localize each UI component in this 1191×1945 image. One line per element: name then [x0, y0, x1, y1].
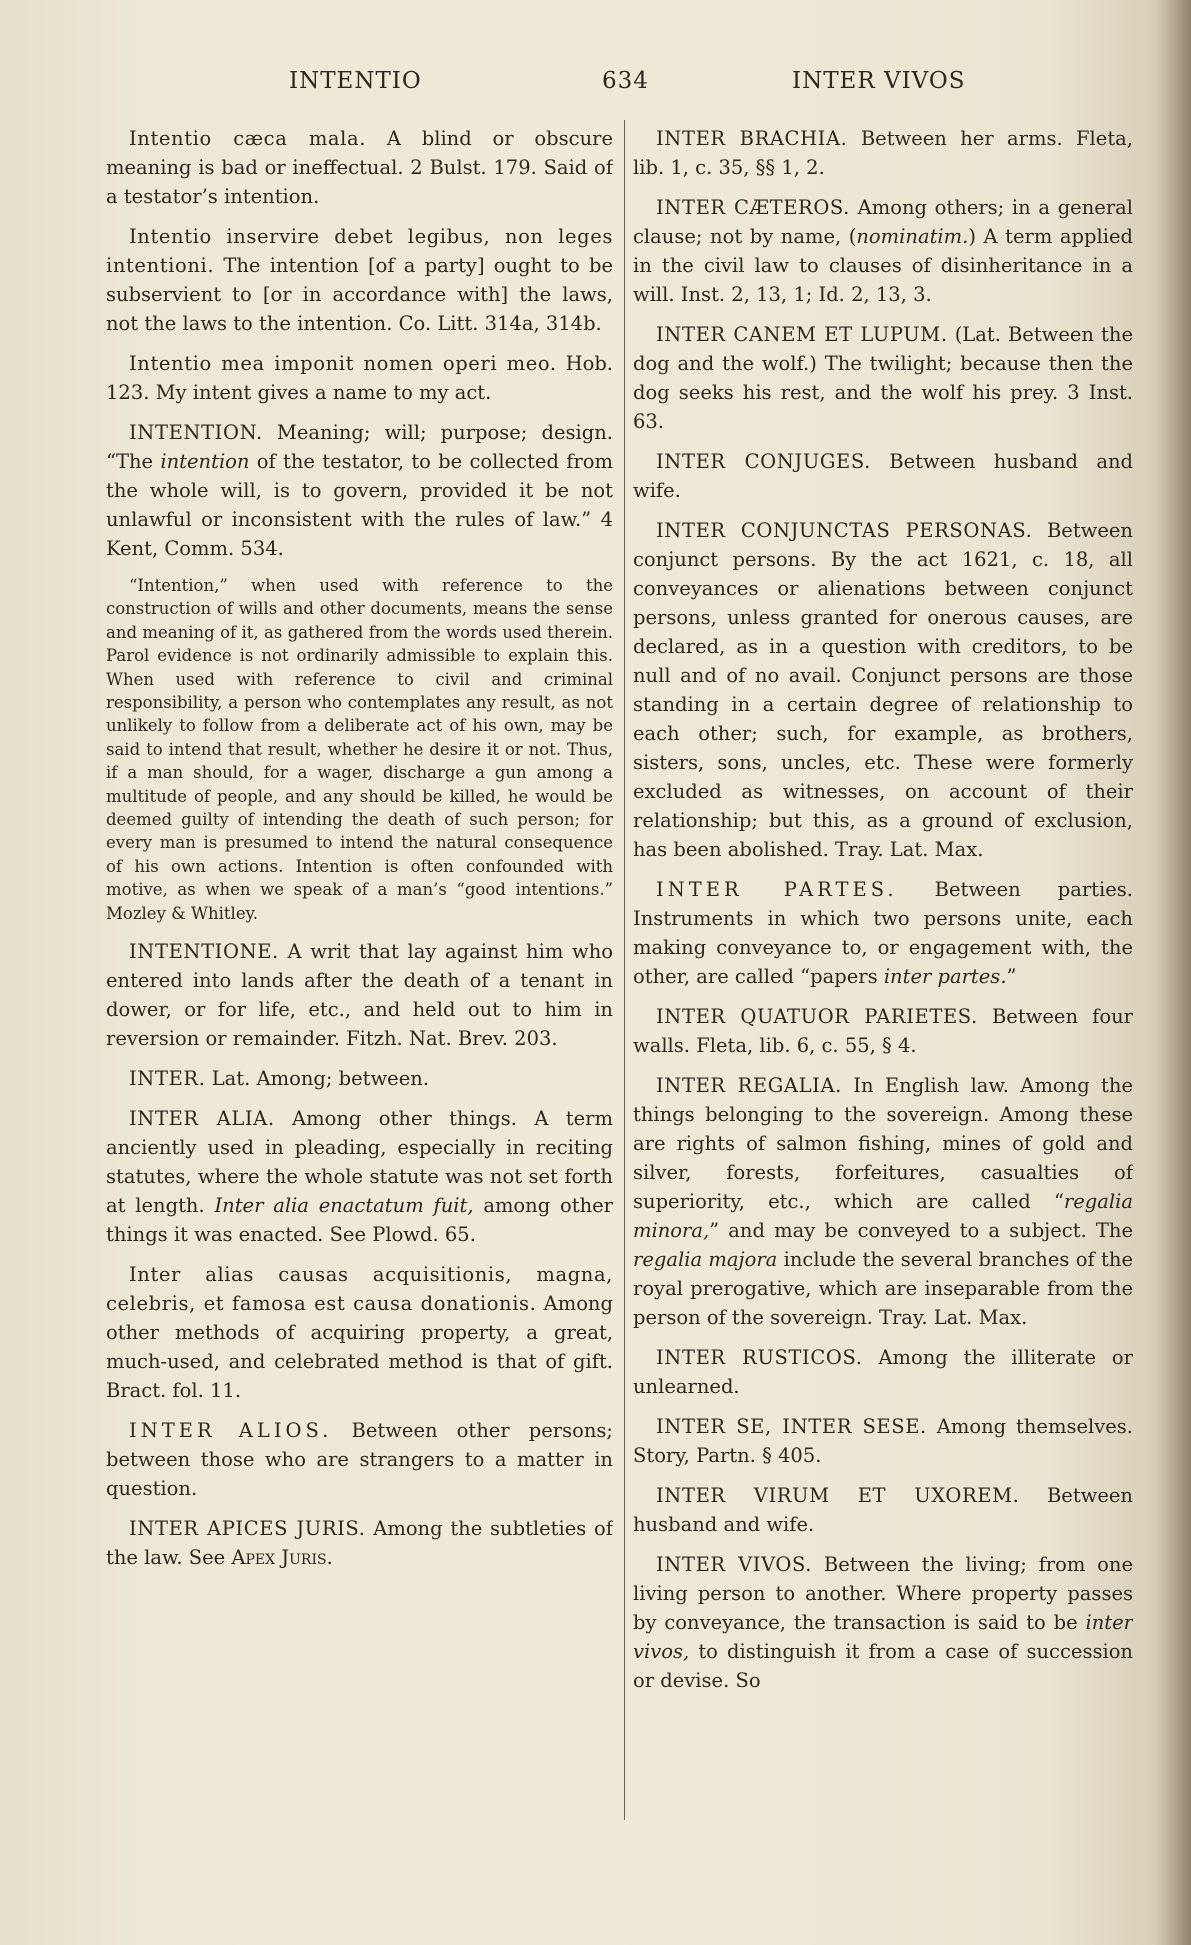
entry-definition: Among others; in a general clause; not by name, ( [633, 196, 1133, 248]
entry-inter-brachia [633, 124, 1133, 182]
entry-definition: of the testator, to be collected from the whole will, is to govern, provided it be not unlawful or inconsistent with the rules of law.” 4 Kent, Comm. 534. [106, 450, 613, 560]
entry-definition: A blind or obscure meaning is bad or ineffectual. 2 Bulst. 179. Said of a testator’s intention. [106, 127, 613, 208]
entry-headword: INTER CÆTEROS. [656, 196, 850, 219]
entry-definition: Between her arms. Fleta, lib. 1, c. 35, §§ 1, 2. [633, 127, 1133, 179]
entry-note-text: “Intention,” when used with reference to the construction of wills and other documents, means the sense and meaning of it, as gathered from the words used therein. Parol evidence is not ordinarily admissible to explain this. When used with reference to civil and criminal responsibility, a person who contemplates any result, as not unlikely to follow from a deliberate act of his own, may be said to intend that result, whether he desire it or not. Thus, if a man should, for a wager, discharge a gun among a multitude of people, and any should be killed, he would be deemed guilty of intending the death of such person; for every man is presumed to intend the natural consequence of his own actions. Intention is often confounded with motive, as when we speak of a man’s “good intentions.” Mozley & Whitley. [106, 576, 613, 923]
entry-headword: Intentio mea imponit nomen operi meo. [129, 352, 557, 375]
entry-definition: (Lat. Between the dog and the wolf.) The twilight; because then the dog seeks his rest, and the wolf his prey. 3 Inst. 63. [633, 323, 1133, 433]
entry-definition: Between parties. Instruments in which two persons unite, each making conveyance to, or engagement with, the other, are called “papers [633, 878, 1133, 988]
entry-inter-apices-juris [106, 1514, 613, 1572]
entry-definition: Between four walls. Fleta, lib. 6, c. 55, § 4. [633, 1005, 1133, 1057]
entry-intentio-inservire [106, 222, 613, 338]
entry-inter [106, 1064, 613, 1093]
entry-cross-reference: Apex Juris. [231, 1546, 333, 1570]
entry-definition: Among other things. A term anciently used in pleading, especially in reciting statutes, where the whole statute was not set forth at length. [106, 1107, 613, 1218]
entry-definition: In English law. Among the things belonging to the sovereign. Among these are rights of salmon fishing, mines of gold and silver, forests, forfeitures, casualties of superiority, etc., which are called “ [633, 1074, 1133, 1213]
entry-definition: Among themselves. Story, Partn. § 405. [633, 1415, 1133, 1467]
entry-inter-caeteros [633, 193, 1133, 309]
entry-definition: Between other persons; between those who are strangers to a matter in question. [106, 1419, 613, 1501]
entry-definition: Between husband and wife. [633, 450, 1133, 502]
entry-headword: INTER SE, INTER SESE. [656, 1415, 927, 1438]
entry-headword: INTER CANEM ET LUPUM. [656, 323, 948, 346]
entry-inter-conjuges [633, 447, 1133, 505]
entry-definition: ” and may be conveyed to a subject. The [709, 1219, 1133, 1242]
entry-inter-virum-et-uxorem [633, 1481, 1133, 1539]
entry-headword: INTER. [129, 1067, 206, 1091]
entry-definition: Hob. 123. My intent gives a name to my act. [106, 352, 613, 404]
entry-headword: INTER PARTES. [656, 878, 898, 901]
header-right-guide-word: INTER VIVOS [792, 68, 966, 94]
entry-definition: ) A term applied in the civil law to clauses of disinheritance in a will. Inst. 2, 13, 1; Id. 2, 13, 3. [633, 225, 1133, 306]
entry-headword: INTER BRACHIA. [656, 127, 848, 150]
entry-intention [106, 418, 613, 563]
entry-headword: INTENTIONE. [129, 940, 279, 964]
entry-headword: Intentio inservire debet legibus, non leges intentioni. [106, 225, 613, 277]
entry-inter-conjunctas-personas [633, 516, 1133, 864]
entry-headword: INTER ALIOS. [129, 1419, 333, 1443]
right-column [633, 124, 1133, 1824]
left-column [106, 124, 613, 1824]
entry-definition: Lat. Among; between. [205, 1067, 430, 1091]
entry-inter-alios [106, 1416, 613, 1503]
entry-headword: INTER VIRUM ET UXOREM. [656, 1484, 1020, 1507]
entry-headword: INTENTION. [129, 421, 263, 444]
entry-definition: Between husband and wife. [633, 1484, 1133, 1536]
entry-inter-rusticos [633, 1343, 1133, 1401]
entry-headword: INTER REGALIA. [656, 1074, 842, 1097]
page-number: 634 [602, 68, 649, 94]
entry-italic-term: nominatim. [856, 225, 969, 248]
entry-definition: ” [1006, 965, 1017, 988]
entry-headword: INTER APICES JURIS. [129, 1517, 366, 1541]
entry-headword: Intentio cæca mala. [129, 127, 367, 150]
entry-inter-partes [633, 875, 1133, 991]
entry-italic-term: regalia minora, [633, 1190, 1133, 1242]
entry-headword: INTER CONJUNCTAS PERSONAS. [656, 519, 1033, 542]
column-divider [624, 120, 625, 1820]
running-header [0, 68, 1191, 100]
entry-headword: INTER QUATUOR PARIETES. [656, 1005, 978, 1028]
entry-headword: INTER ALIA. [129, 1107, 275, 1131]
entry-intention-note [106, 574, 613, 925]
header-left-guide-word: INTENTIO [289, 68, 422, 94]
entry-definition: Among the subtleties of the law. See [106, 1517, 613, 1570]
entry-definition: Among the illiterate or unlearned. [633, 1346, 1133, 1398]
entry-italic-term: inter partes. [883, 965, 1007, 988]
entry-inter-canem-et-lupum [633, 320, 1133, 436]
entry-intentio-caeca-mala [106, 124, 613, 211]
entry-headword: INTER CONJUGES. [656, 450, 871, 473]
entry-intentione [106, 937, 613, 1053]
entry-inter-alia [106, 1104, 613, 1249]
entry-definition: to distinguish it from a case of succession or devise. So [633, 1640, 1133, 1692]
entry-headword: Inter alias causas acquisitionis, magna, celebris, et famosa est causa donationis. [106, 1263, 613, 1316]
entry-inter-alias-causas [106, 1260, 613, 1405]
entry-definition: Between the living; from one living person to another. Where property passes by conveyance, the transaction is said to be [633, 1553, 1133, 1634]
entry-definition: Among other methods of acquiring property, a great, much-used, and celebrated method is that of gift. Bract. fol. 11. [106, 1292, 613, 1403]
entry-definition: Meaning; will; purpose; design. “The [106, 421, 613, 473]
entry-italic-term: intention [160, 450, 250, 473]
entry-italic-term: inter vivos, [633, 1611, 1133, 1663]
entry-inter-vivos [633, 1550, 1133, 1695]
entry-inter-regalia [633, 1071, 1133, 1332]
page-edge-shadow [1155, 0, 1191, 1945]
entry-definition: include the several branches of the royal prerogative, which are inseparable from the person of the sovereign. Tray. Lat. Max. [633, 1248, 1133, 1329]
entry-definition: The intention [of a party] ought to be subservient to [or in accordance with] the laws, not the laws to the intention. Co. Litt. 314a, 314b. [106, 254, 613, 335]
entry-inter-quatuor-parietes [633, 1002, 1133, 1060]
entry-definition: Between conjunct persons. By the act 1621, c. 18, all conveyances or alienations between conjunct persons, unless granted for onerous causes, are declared, as in a question with creditors, to be null and of no avail. Conjunct persons are those standing in a certain degree of relationship to each other; such, for example, as brothers, sisters, sons, uncles, etc. These were formerly excluded as witnesses, on account of their relationship; but this, as a ground of exclusion, has been abolished. Tray. Lat. Max. [633, 519, 1133, 861]
entry-inter-se [633, 1412, 1133, 1470]
entry-italic-term: Inter alia enactatum fuit, [214, 1194, 474, 1218]
entry-intentio-mea [106, 349, 613, 407]
entry-definition: among other things it was enacted. See Plowd. 65. [106, 1194, 613, 1247]
entry-definition: A writ that lay against him who entered into lands after the death of a tenant in dower, or for life, etc., and held out to him in reversion or remainder. Fitzh. Nat. Brev. 203. [106, 940, 613, 1051]
entry-italic-term: regalia majora [633, 1248, 778, 1271]
entry-headword: INTER VIVOS. [656, 1553, 813, 1576]
entry-headword: INTER RUSTICOS. [656, 1346, 863, 1369]
